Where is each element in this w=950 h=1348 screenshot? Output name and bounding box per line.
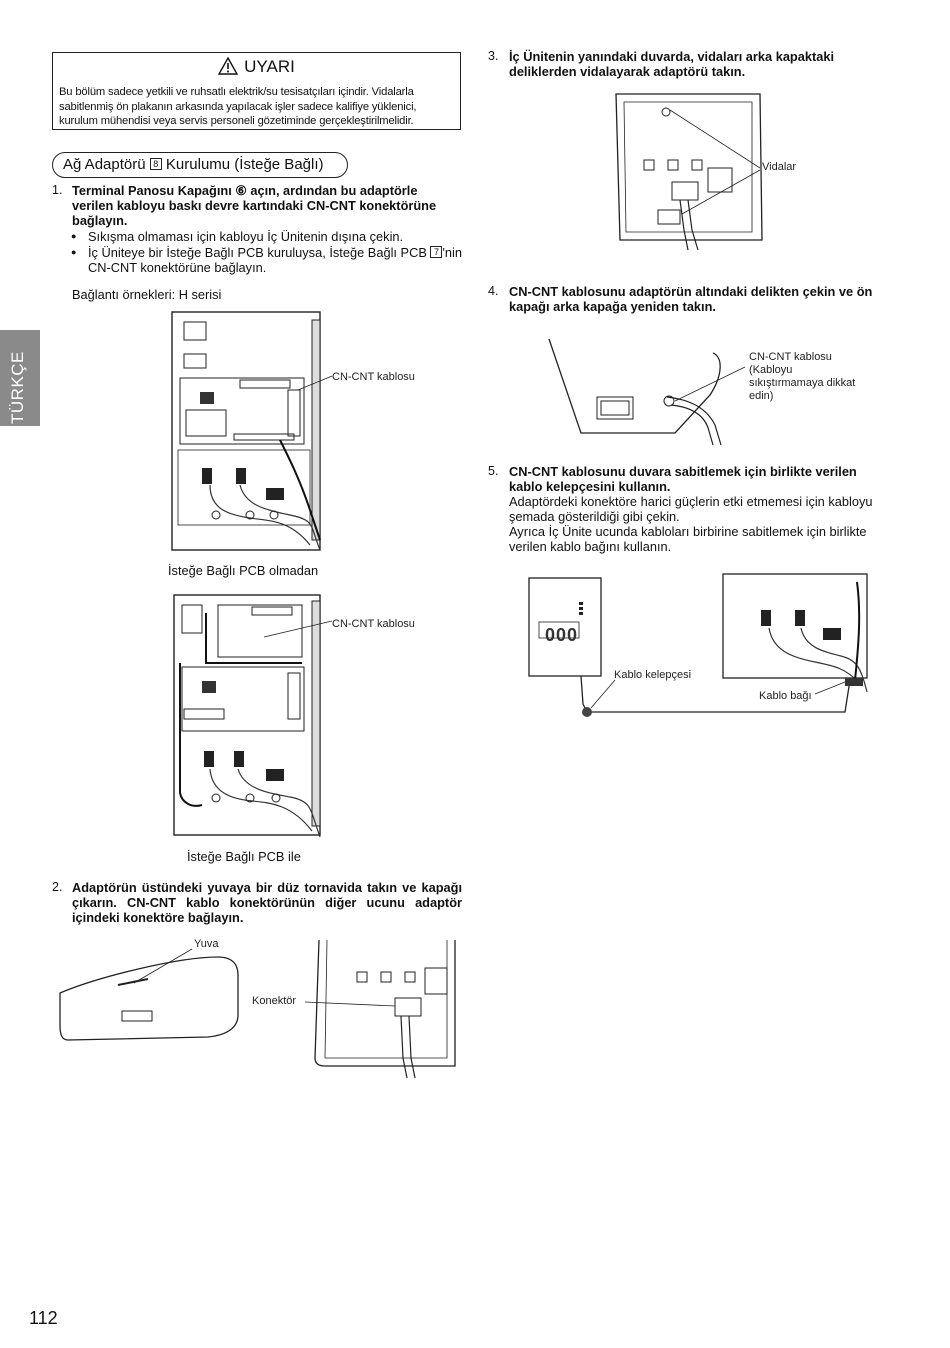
figure-2-caption: İsteğe Bağlı PCB ile	[187, 849, 301, 864]
step-5-bold: CN-CNT kablosunu duvara sabitlemek için birlikte verilen kablo kelepçesini kullanın.	[509, 464, 857, 495]
slot-label: Yuva	[194, 938, 219, 950]
step-4-bold: CN-CNT kablosunu adaptörün altındaki delikten çekin ve ön kapağı arka kapağa yeniden takın.	[509, 284, 873, 315]
step-4-number: 4.	[488, 284, 499, 298]
figure-1-label: CN-CNT kablosu	[332, 371, 415, 383]
cable-exit-label: CN-CNT kablosu (Kabloyu sıkıştırmamaya dikkat edin)	[749, 351, 856, 402]
step-1-number: 1.	[52, 183, 63, 197]
step-1-text	[72, 183, 462, 229]
figure-1-diagram	[170, 310, 350, 555]
section-heading	[52, 152, 348, 178]
step-5-number: 5.	[488, 464, 499, 478]
warning-text: Bu bölüm sadece yetkili ve ruhsatlı elektrik/su tesisatçıları içindir. Vidalarla sabitlenmiş ön plakanın arkasında yapılacak işler sadece kalifiye yüklenici, kurulum mühendisi veya servis personeli gözetiminde gerçekleştirilmelidir.	[59, 86, 417, 127]
step-1-bullet-2-box: 7	[430, 246, 442, 258]
section-title-after: Kurulumu (İsteğe Bağlı)	[165, 156, 324, 173]
step-5-text	[509, 464, 889, 494]
step-2-number: 2.	[52, 880, 63, 894]
cable-exit-figure	[545, 335, 745, 445]
figure-2-label: CN-CNT kablosu	[332, 618, 415, 630]
step-4-text	[509, 284, 899, 314]
connector-figure	[305, 938, 465, 1078]
connector-label: Konektör	[252, 995, 297, 1007]
step-3-bold: İç Ünitenin yanındaki duvarda, vidaları arka kapaktaki deliklerden vidalayarak adaptörü takın.	[509, 49, 835, 80]
screws-label: Vidalar	[762, 161, 797, 173]
warning-title	[53, 57, 460, 77]
language-side-tab-text: TÜRKÇE	[8, 351, 27, 424]
screws-figure	[612, 90, 772, 250]
wall-mount-figure	[525, 572, 875, 722]
warning-title-text: UYARI	[244, 57, 295, 76]
language-side-tab	[0, 330, 40, 426]
step-5-text-2: Ayrıca İç Ünite ucunda kabloları birbirine sabitlemek için birlikte verilen kablo bağını kullanın.	[509, 524, 867, 555]
step-1-bullet-2	[88, 245, 462, 275]
section-title-before: Ağ Adaptörü	[63, 156, 146, 173]
figure-1-caption: İsteğe Bağlı PCB olmadan	[168, 563, 319, 578]
step-1-bullet-1: ● Sıkışma olmaması için kabloyu İç Ünitenin dışına çekin.	[88, 229, 462, 244]
step-1-bold: Terminal Panosu Kapağını ⑥ açın, ardından bu adaptörle verilen kabloyu baskı devre kartındaki CN-CNT konektörüne bağlayın.	[72, 183, 437, 229]
step-5-text-1: Adaptördeki konektöre harici güçlerin etki etmemesi için kabloyu şemada gösterildiği gibi çekin.	[509, 494, 873, 525]
step-3-number: 3.	[488, 49, 499, 63]
step-1-bullet-2-after: 'nin CN-CNT konektörüne bağlayın.	[88, 245, 462, 276]
step-1-bullet-2-before: İç Üniteye bir İsteğe Bağlı PCB kuruluysa, İsteğe Bağlı PCB	[88, 245, 427, 260]
step-2-text	[72, 880, 462, 926]
step-2-bold: Adaptörün üstündeki yuvaya bir düz tornavida takın ve kapağı çıkarın. CN-CNT kablo konektörünün diğer ucunu adaptör içindeki konektöre bağlayın.	[72, 880, 462, 926]
section-box-number: 8	[150, 158, 162, 170]
warning-triangle-icon	[218, 57, 238, 75]
figure-2-diagram	[172, 593, 352, 843]
adapter-display: 000	[545, 625, 579, 645]
step-3-text	[509, 49, 889, 79]
slot-figure	[58, 945, 243, 1045]
warning-box	[52, 52, 461, 130]
connection-examples: Bağlantı örnekleri: H serisi	[72, 287, 222, 302]
cable-tie-label: Kablo bağı	[759, 690, 812, 702]
page-number: 112	[29, 1308, 58, 1328]
cable-clamp-label: Kablo kelepçesi	[614, 669, 692, 681]
